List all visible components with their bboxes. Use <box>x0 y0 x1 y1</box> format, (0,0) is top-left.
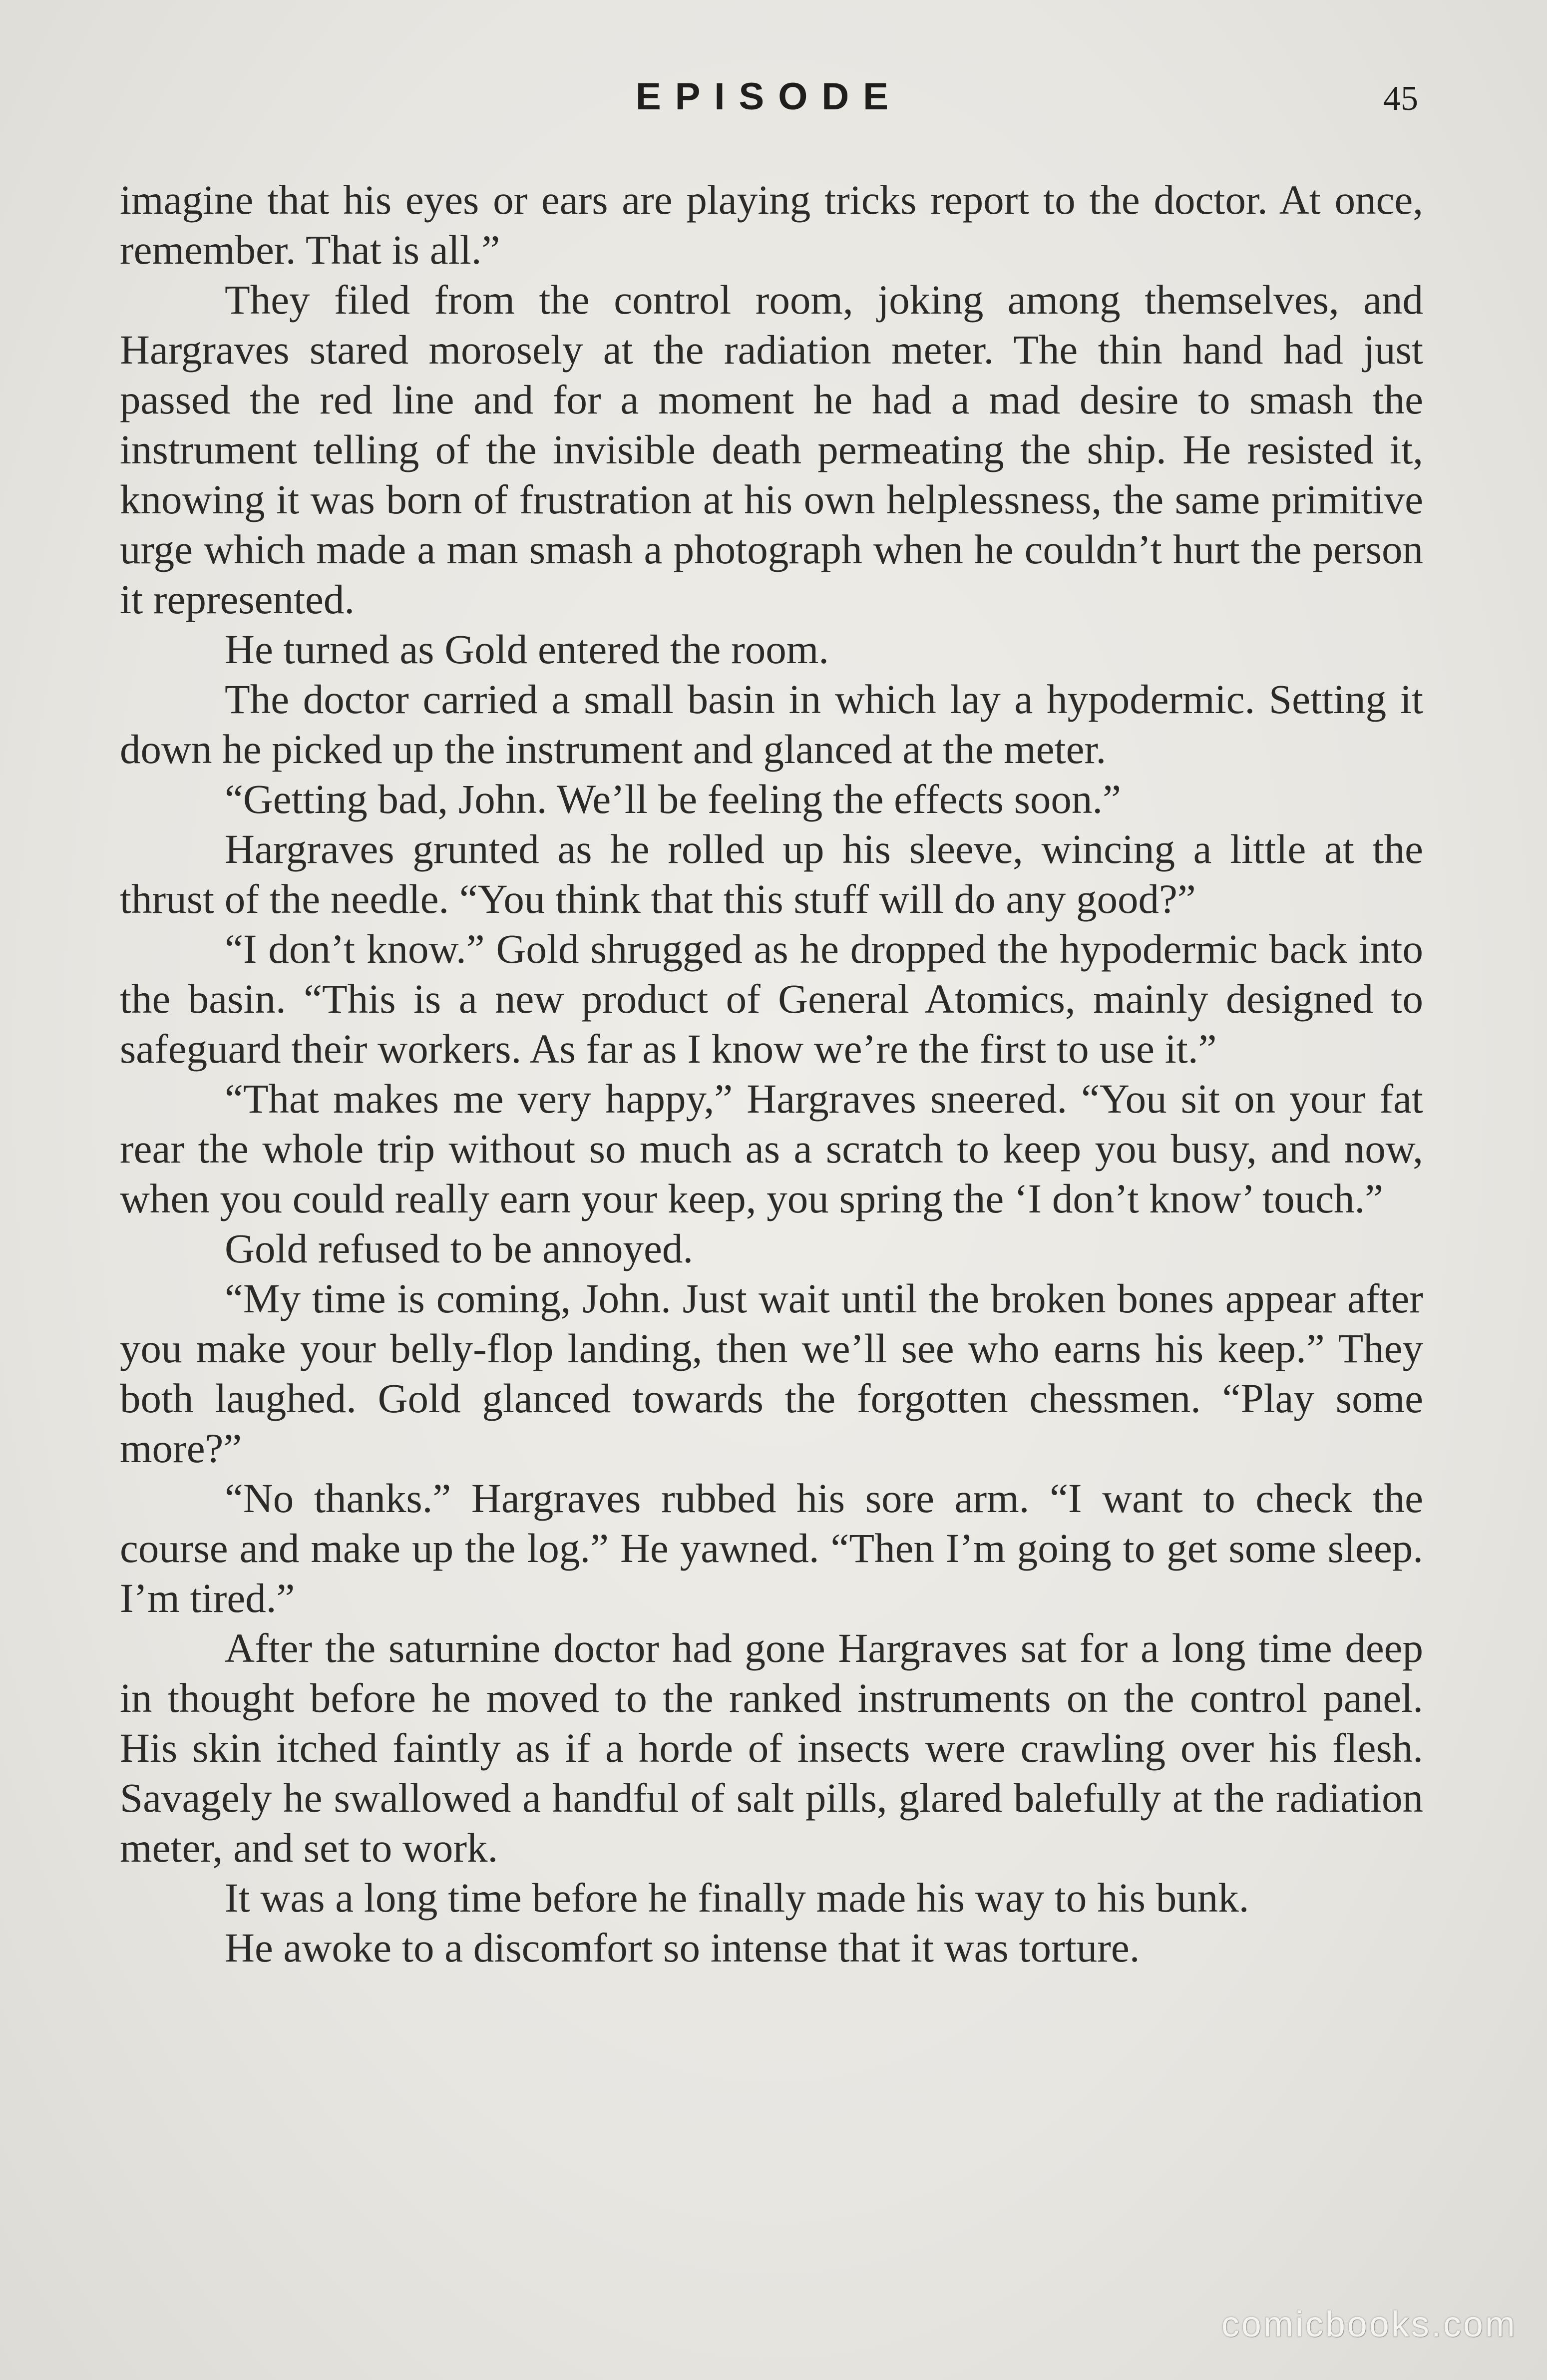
paragraph-6: Hargraves grunted as he rolled up his sleeve, wincing a little at the thrust of the needle. “You think that this stuff will do any good?” <box>120 826 1423 922</box>
running-head: EPISODE <box>636 75 902 118</box>
watermark: comicbooks.com <box>1221 2305 1517 2345</box>
page-number: 45 <box>1383 79 1418 118</box>
page-header <box>120 75 1418 130</box>
paragraph-13: It was a long time before he finally made his way to his bunk. <box>225 1875 1249 1921</box>
paragraph-14: He awoke to a discomfort so intense that it was torture. <box>225 1925 1140 1971</box>
paragraph-10: “My time is coming, John. Just wait until the broken bones appear after you make your belly-flop landing, then we’ll see who earns his keep.” They both laughed. Gold glanced towards the forgotten chessmen. “Play some more?” <box>120 1275 1423 1471</box>
paragraph-7: “I don’t know.” Gold shrugged as he dropped the hypodermic back into the basin. “This is a new product of General Atomics, mainly designed to safeguard their workers. As far as I know we’re the first to use it.” <box>120 926 1423 1072</box>
paragraph-1: imagine that his eyes or ears are playing tricks report to the doctor. At once, remember. That is all.” <box>120 177 1423 273</box>
paragraph-4: The doctor carried a small basin in which lay a hypodermic. Setting it down he picked up the instrument and glanced at the meter. <box>120 676 1423 772</box>
paragraph-11: “No thanks.” Hargraves rubbed his sore arm. “I want to check the course and make up the log.” He yawned. “Then I’m going to get some sleep. I’m tired.” <box>120 1475 1423 1621</box>
paragraph-9: Gold refused to be annoyed. <box>225 1225 694 1271</box>
body-text <box>120 175 1423 1973</box>
paragraph-5: “Getting bad, John. We’ll be feeling the effects soon.” <box>225 776 1121 822</box>
paragraph-3: He turned as Gold entered the room. <box>225 626 829 672</box>
paragraph-12: After the saturnine doctor had gone Hargraves sat for a long time deep in thought before he moved to the ranked instruments on the control panel. His skin itched faintly as if a horde of insects were crawling over his flesh. Savagely he swallowed a handful of salt pills, glared balefully at the radiation meter, and set to work. <box>120 1625 1423 1871</box>
paragraph-2: They filed from the control room, joking among themselves, and Hargraves stared morosely at the radiation meter. The thin hand had just passed the red line and for a moment he had a mad desire to smash the instrument telling of the invisible death permeating the ship. He resisted it, knowing it was born of frustration at his own helplessness, the same primitive urge which made a man smash a photograph when he couldn’t hurt the person it represented. <box>120 277 1423 622</box>
paragraph-8: “That makes me very happy,” Hargraves sneered. “You sit on your fat rear the whole trip without so much as a scratch to keep you busy, and now, when you could really earn your keep, you spring the ‘I don’t know’ touch.” <box>120 1076 1423 1221</box>
